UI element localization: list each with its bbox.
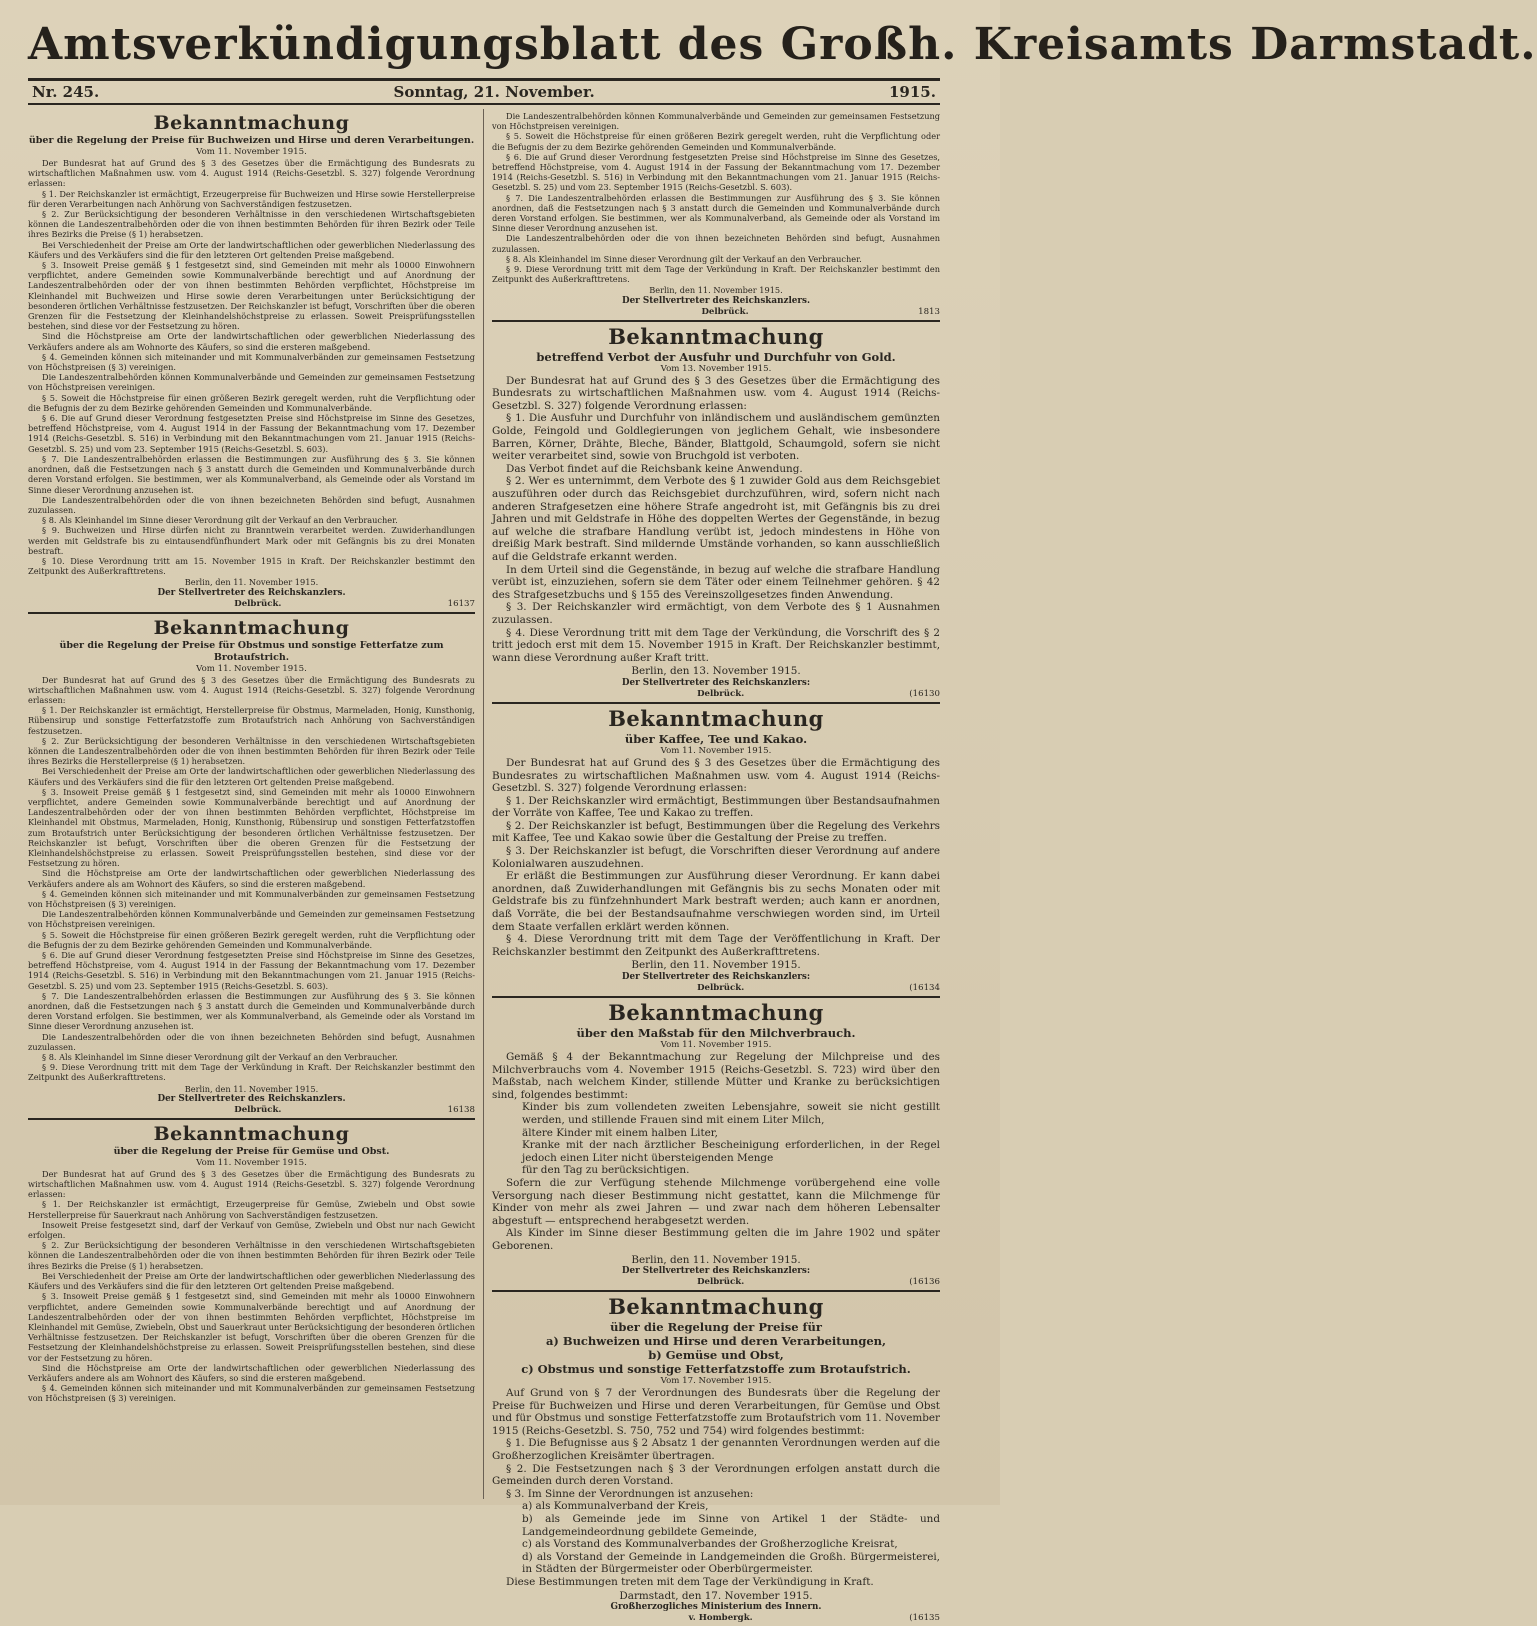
paragraph: § 9. Buchweizen und Hirse dürfen nicht zu Branntwein verarbeitet werden. Zuwiderhandlungen werden mit Geldstrafe bis zu eintausendfünfhundert Mark oder mit Gefängnis bis zu drei Monaten bestraft. [28, 525, 475, 556]
right-column [484, 109, 940, 1624]
paragraph: § 7. Die Landeszentralbehörden erlassen die Bestimmungen zur Ausführung des § 3. Sie können anordnen, daß die Festsetzungen nach § 3 anstatt durch die Gemeinden und Kommunalverbände durch deren Vorstand erfolgen. Sie bestimmen, wer als Kommunalverband, als Gemeinde oder als Vorstand im Sinne dieser Verordnung anzusehen ist. [28, 453, 475, 495]
paragraph: Der Bundesrat hat auf Grund des § 3 des Gesetzes über die Ermächtigung des Bundesrats zu wirtschaftlichen Maßnahmen usw. vom 4. August 1914 (Reichs-Gesetzbl. S. 327) folgende Verordnung erlassen: [28, 158, 475, 189]
columns [28, 109, 940, 1624]
paragraph: § 8. Als Kleinhandel im Sinne dieser Verordnung gilt der Verkauf an den Verbraucher. [42, 1052, 398, 1063]
paragraph: § 3. Der Reichskanzler wird ermächtigt, von dem Verbote des § 1 Ausnahmen zuzulassen. [492, 601, 940, 626]
notice-subtitle: über den Maßstab für den Milchverbrauch. [576, 1026, 856, 1040]
paragraph: Er erläßt die Bestimmungen zur Ausführung dieser Verordnung. Er kann dabei anordnen, daß Zuwiderhandlungen mit Gefängnis bis zu sechs Monaten oder mit Geldstrafe bis zu fünfzehnhundert Mark bestraft werden; auch kann er anordnen, daß Vorräte, die bei der Bestandsaufnahme verschwiegen worden sind, im Urteil dem Staate verfallen erklärt werden können. [492, 870, 940, 933]
paragraph: § 1. Der Reichskanzler ist ermächtigt, Herstellerpreise für Obstmus, Marmeladen, Honig, Kunsthonig, Rübensirup und sonstige Fetterfatzstoffe zum Brotaufstrich nach Anhörung von Sachverständigen festzusetzen. [28, 705, 475, 736]
list-item: ältere Kinder mit einem halben Liter, [522, 1126, 718, 1139]
notice-number: 1813 [918, 306, 940, 317]
notice-subtitle: über die Regelung der Preise für Obstmus und sonstige Fetterfatze zum Brotaufstrich. [59, 639, 444, 663]
place-date: Berlin, den 11. November 1915. [184, 1083, 319, 1094]
paragraph: Sind die Höchstpreise am Orte der landwirtschaftlichen oder gewerblichen Niederlassung des Verkäufers andere als am Wohnort des Käufers, so sind die ersteren maßgebend. [28, 1362, 475, 1383]
notice-subtitle: über die Regelung der Preise für Gemüse und Obst. [113, 1145, 390, 1157]
paragraph: § 3. Insoweit Preise gemäß § 1 festgesetzt sind, sind Gemeinden mit mehr als 10000 Einwohnern verpflichtet, andere Gemeinden sowie Kommunalverbände berechtigt und auf Anordnung der Landeszentralbehörden oder der von ihnen bestimmten Behörden verpflichtet, Höchstpreise im Kleinhandel mit Buchweizen und Hirse sowie deren Verarbeitungen unter Berücksichtigung der besonderen örtlichen Verhältnisse festzusetzen. Der Reichskanzler ist befugt, Vorschriften über die oberen Grenzen für die Festsetzung der Kleinhandelshöchstpreise zu erlassen. Soweit Preisprüfungsstellen bestehen, sind diese vor der Festsetzung zu hören. [28, 260, 475, 332]
paragraph: § 4. Diese Verordnung tritt mit dem Tage der Veröffentlichung in Kraft. Der Reichskanzler bestimmt den Zeitpunkt des Außerkrafttretens. [492, 933, 940, 958]
notice-number: 16137 [447, 598, 475, 609]
signature-line [492, 307, 940, 322]
notice-subtitle: a) Buchweizen und Hirse und deren Verarbeitungen, [545, 1334, 887, 1349]
notice-number: (16136 [909, 1277, 940, 1288]
signer: Der Stellvertreter des Reichskanzlers: [621, 1266, 811, 1277]
paragraph: § 6. Die auf Grund dieser Verordnung festgesetzten Preise sind Höchstpreise im Sinne des Gesetzes, betreffend Höchstpreise, vom 4. August 1914 in der Fassung der Bekanntmachung vom 17. Dezember 1914 (Reichs-Gesetzbl. S. 516) in Verbindung mit den Bekanntmachungen vom 21. Januar 1915 (Reichs-Gesetzbl. S. 25) und vom 23. September 1915 (Reichs-Gesetzbl. S. 603). [28, 413, 475, 454]
notice-title: Bekanntmachung [608, 323, 824, 349]
paragraph: Auf Grund von § 7 der Verordnungen des Bundesrats über die Regelung der Preise für Buchweizen und Hirse und deren Verarbeitungen, für Gemüse und Obst und für Obstmus und sonstige Fetterfatzstoffe zum Brotaufstrich vom 11. November 1915 (Reichs-Gesetzbl. S. 750, 752 und 754) wird folgendes bestimmt: [492, 1387, 940, 1437]
notice-date: Vom 11. November 1915. [196, 1157, 307, 1168]
paragraph: § 1. Der Reichskanzler ist ermächtigt, Erzeugerpreise für Gemüse, Zwiebeln und Obst sowie Herstellerpreise für Sauerkraut nach Anhörung von Sachverständigen festzusetzen. [28, 1199, 475, 1220]
signer: Großherzogliches Ministerium des Innern. [610, 1602, 822, 1613]
paragraph: § 1. Die Ausfuhr und Durchfuhr von inländischem und ausländischem gemünzten Golde, Feingold und Goldlegierungen von jeglichem Gehalt, wie insbesondere Barren, Körner, Drähte, Bleche, Bänder, Blattgold, Schaumgold, sofern sie nicht weiter verarbeitet sind, sowie von Bruchgold ist verboten. [492, 412, 940, 463]
notice-title: Bekanntmachung [153, 616, 350, 639]
list-item: d) als Vorstand der Gemeinde in Landgemeinden die Großh. Bürgermeisterei, in Städten der Bürgermeister oder Oberbürgermeister. [522, 1550, 940, 1576]
paragraph: Sind die Höchstpreise am Orte der landwirtschaftlichen oder gewerblichen Niederlassung des Verkäufers andere als am Wohnort des Käufers, so sind die ersteren maßgebend. [28, 868, 475, 889]
notice-title: Bekanntmachung [153, 1122, 350, 1145]
notice-date: Vom 13. November 1915. [660, 363, 772, 374]
signer: Der Stellvertreter des Reichskanzlers. [157, 587, 346, 598]
list-item: Kranke mit der nach ärztlicher Bescheinigung erforderlichen, in der Regel jedoch einen Liter nicht übersteigenden Menge [522, 1139, 940, 1164]
paragraph: § 5. Soweit die Höchstpreise für einen größeren Bezirk geregelt werden, ruht die Verpflichtung oder die Befugnis der zu dem Bezirke gehörenden Gemeinden und Kommunalverbände. [28, 392, 475, 413]
paragraph: Der Bundesrat hat auf Grund des § 3 des Gesetzes über die Ermächtigung des Bundesrats zu wirtschaftlichen Maßnahmen usw. vom 4. August 1914 (Reichs-Gesetzbl. S. 327) folgende Verordnung erlassen: [492, 374, 940, 412]
signer-name: Delbrück. [697, 688, 745, 699]
signature-line [492, 689, 940, 704]
paragraph: Bei Verschiedenheit der Preise am Orte der landwirtschaftlichen oder gewerblichen Niederlassung des Käufers und des Verkäufers sind die für den letzteren Ort geltenden Preise maßgebend. [28, 239, 475, 260]
paragraph: § 5. Soweit die Höchstpreise für einen größeren Bezirk geregelt werden, ruht die Verpflichtung oder die Befugnis der zu dem Bezirke gehörenden Gemeinden und Kommunalverbände. [28, 929, 475, 950]
paragraph: § 6. Die auf Grund dieser Verordnung festgesetzten Preise sind Höchstpreise im Sinne des Gesetzes, betreffend Höchstpreise, vom 4. August 1914 in der Fassung der Bekanntmachung vom 17. Dezember 1914 (Reichs-Gesetzbl. S. 516) in Verbindung mit den Bekanntmachungen vom 21. Januar 1915 (Reichs-Gesetzbl. S. 25) und vom 23. September 1915 (Reichs-Gesetzbl. S. 603). [492, 151, 940, 193]
signature-line [28, 1105, 475, 1120]
signer-name: Delbrück. [697, 983, 745, 993]
paragraph: Als Kinder im Sinne dieser Bestimmung gelten die im Jahre 1902 und später Geborenen. [492, 1227, 940, 1252]
notice-number: 16138 [447, 1104, 475, 1115]
paragraph: § 3. Im Sinne der Verordnungen ist anzusehen: [506, 1487, 754, 1500]
notice-milch [492, 1001, 940, 1292]
place-date: Berlin, den 11. November 1915. [184, 577, 319, 588]
notice-gold [492, 325, 940, 704]
paragraph: § 3. Der Reichskanzler ist befugt, die Vorschriften dieser Verordnung auf andere Kolonialwaren auszudehnen. [492, 845, 940, 870]
notice-subtitle: über Kaffee, Tee und Kakao. [624, 731, 808, 746]
notice-date: Vom 11. November 1915. [196, 147, 307, 157]
notice-obstmus [28, 617, 475, 1120]
paragraph: § 7. Die Landeszentralbehörden erlassen die Bestimmungen zur Ausführung des § 3. Sie können anordnen, daß die Festsetzungen nach § 3 anstatt durch die Gemeinden und Kommunalverbände durch deren Vorstand erfolgen. Sie bestimmen, wer als Kommunalverband, als Gemeinde oder als Vorstand im Sinne dieser Verordnung anzusehen ist. [28, 990, 475, 1032]
paragraph: § 4. Gemeinden können sich miteinander und mit Kommunalverbänden zur gemeinsamen Festsetzung von Höchstpreisen (§ 3) vereinigen. [28, 888, 475, 909]
list-item: für den Tag zu berücksichtigen. [522, 1164, 690, 1177]
paragraph: § 2. Die Festsetzungen nach § 3 der Verordnungen erfolgen anstatt durch die Gemeinden durch deren Vorstand. [492, 1462, 940, 1488]
list-item: Kinder bis zum vollendeten zweiten Lebensjahre, soweit sie nicht gestillt werden, und stillende Frauen sind mit einem Liter Milch, [522, 1101, 940, 1126]
paragraph: § 2. Wer es unternimmt, dem Verbote des § 1 zuwider Gold aus dem Reichsgebiet auszuführen oder durch das Reichsgebiet durchzuführen, wird, sofern nicht nach anderen Strafgesetzen eine höhere Strafe angedroht ist, mit Gefängnis bis zu drei Jahren und mit Geldstrafe in Höhe des doppelten Wertes der Gegenstände, in bezug auf welche die strafbare Handlung verübt ist, jedoch mindestens in Höhe von dreißig Mark bestraft. Sind mildernde Umstände vorhanden, so kann ausschließlich auf die Geldstrafe erkannt werden. [492, 475, 940, 563]
paragraph: § 6. Die auf Grund dieser Verordnung festgesetzten Preise sind Höchstpreise im Sinne des Gesetzes, betreffend Höchstpreise, vom 4. August 1914 in der Fassung der Bekanntmachung vom 17. Dezember 1914 (Reichs-Gesetzbl. S. 516) in Verbindung mit den Bekanntmachungen vom 21. Januar 1915 (Reichs-Gesetzbl. S. 25) und vom 23. September 1915 (Reichs-Gesetzbl. S. 603). [28, 950, 475, 991]
notice-gemuese [28, 1123, 475, 1404]
paragraph: Bei Verschiedenheit der Preise am Orte der landwirtschaftlichen oder gewerblichen Niederlassung des Käufers und des Verkäufers sind die für den letzteren Ort geltenden Preise maßgebend. [28, 1270, 475, 1292]
notice-subtitle: betreffend Verbot der Ausfuhr und Durchfuhr von Gold. [536, 349, 896, 364]
paragraph: § 9. Diese Verordnung tritt mit dem Tage der Verkündung in Kraft. Der Reichskanzler bestimmt den Zeitpunkt des Außerkrafttretens. [28, 1062, 475, 1083]
place-date: Darmstadt, den 17. November 1915. [619, 1589, 813, 1602]
paragraph: Der Bundesrat hat auf Grund des § 3 des Gesetzes über die Ermächtigung des Bundesrats zu wirtschaftlichen Maßnahmen usw. vom 4. August 1914 (Reichs-Gesetzbl. S. 327) folgende Verordnung erlassen: [28, 674, 475, 705]
paragraph: § 2. Zur Berücksichtigung der besonderen Verhältnisse in den verschiedenen Wirtschaftsgebieten können die Landeszentralbehörden oder die von ihnen bestimmten Behörden für ihren Bezirk oder Teile ihres Bezirks die Preise (§ 1) herabsetzen. [28, 209, 475, 240]
signer: Der Stellvertreter des Reichskanzlers. [157, 1093, 346, 1104]
notice-title: Bekanntmachung [608, 1294, 824, 1320]
paragraph: Bei Verschiedenheit der Preise am Orte der landwirtschaftlichen oder gewerblichen Niederlassung des Käufers und des Verkäufers sind die für den letzteren Ort geltenden Preise maßgebend. [28, 766, 475, 787]
paragraph: § 4. Gemeinden können sich miteinander und mit Kommunalverbänden zur gemeinsamen Festsetzung von Höchstpreisen (§ 3) vereinigen. [28, 351, 475, 373]
paragraph: Sind die Höchstpreise am Orte der landwirtschaftlichen oder gewerblichen Niederlassung des Verkäufers andere als am Wohnorte des Käufers, so sind die ersteren maßgebend. [28, 331, 475, 352]
notice-subtitle: über die Regelung der Preise für Buchweizen und Hirse und deren Verarbeitungen. [28, 135, 475, 146]
paragraph: § 7. Die Landeszentralbehörden erlassen die Bestimmungen zur Ausführung des § 3. Sie können anordnen, daß die Festsetzungen nach § 3 anstatt durch die Gemeinden und Kommunalverbände durch deren Vorstand erfolgen. Sie bestimmen, wer als Kommunalverband, als Gemeinde oder als Vorstand im Sinne dieser Verordnung anzusehen ist. [492, 192, 940, 234]
signer-name: Delbrück. [701, 306, 749, 317]
signer: Der Stellvertreter des Reichskanzlers: [621, 677, 811, 688]
paragraph: § 8. Als Kleinhandel im Sinne dieser Verordnung gilt der Verkauf an den Verbraucher. [42, 515, 398, 526]
paragraph: § 1. Der Reichskanzler ist ermächtigt, Erzeugerpreise für Buchweizen und Hirse sowie Herstellerpreise für deren Verarbeitungen nach Anhörung von Sachverständigen festzusetzen. [28, 188, 475, 209]
place-date: Berlin, den 11. November 1915. [649, 285, 783, 296]
paragraph: Sofern die zur Verfügung stehende Milchmenge vorübergehend eine volle Versorgung nach dieser Bestimmung nicht gestattet, kann die Milchmenge für Kinder von mehr als zwei Jahren — und zwar nach dem höheren Lebensalter abgestuft — entsprechend herabgesetzt werden. [492, 1176, 940, 1227]
paragraph: § 5. Soweit die Höchstpreise für einen größeren Bezirk geregelt werden, ruht die Verpflichtung oder die Befugnis der zu dem Bezirke gehörenden Gemeinden und Kommunalverbände. [492, 131, 940, 152]
paragraph: In dem Urteil sind die Gegenstände, in bezug auf welche die strafbare Handlung verübt ist, einzuziehen, sofern sie dem Täter oder einem Teilnehmer gehören. § 42 des Strafgesetzbuchs und § 155 des Vereinszollgesetzes finden Anwendung. [492, 563, 940, 601]
signer-name: Delbrück. [234, 1104, 282, 1115]
issue-line [28, 78, 940, 105]
notice-title: Bekanntmachung [153, 112, 350, 134]
notice-subtitle: b) Gemüse und Obst, [648, 1348, 784, 1363]
signer-name: Delbrück. [697, 1277, 745, 1288]
notice-date: Vom 11. November 1915. [660, 1040, 772, 1050]
place-date: Berlin, den 11. November 1915. [631, 959, 801, 972]
signer: Der Stellvertreter des Reichskanzlers: [621, 972, 811, 982]
paragraph: Die Landeszentralbehörden oder die von ihnen bezeichneten Behörden sind befugt, Ausnahmen zuzulassen. [28, 1031, 475, 1052]
paragraph: Gemäß § 4 der Bekanntmachung zur Regelung der Milchpreise und des Milchverbrauchs vom 4. November 1915 (Reichs-Gesetzbl. S. 723) wird über den Maßstab, nach welchem Kinder, stillende Mütter und Kranke zu berücksichtigen sind, folgendes bestimmt: [492, 1051, 940, 1101]
paragraph: Die Landeszentralbehörden können Kommunalverbände und Gemeinden zur gemeinsamen Festsetzung von Höchstpreisen vereinigen. [28, 372, 475, 393]
paragraph: Der Bundesrat hat auf Grund des § 3 des Gesetzes über die Ermächtigung des Bundesrates zu wirtschaftlichen Maßnahmen usw. vom 4. August 1914 (Reichs-Gesetzbl. S. 327) folgende Verordnung erlassen: [492, 756, 940, 795]
signature-line [28, 599, 475, 614]
paragraph: Die Landeszentralbehörden oder die von ihnen bezeichneten Behörden sind befugt, Ausnahmen zuzulassen. [28, 494, 475, 515]
place-date: Berlin, den 11. November 1915. [631, 1253, 801, 1266]
paragraph: § 3. Insoweit Preise gemäß § 1 festgesetzt sind, sind Gemeinden mit mehr als 10000 Einwohnern verpflichtet, andere Gemeinden sowie Kommunalverbände berechtigt und auf Anordnung der Landeszentralbehörden oder der von ihnen bestimmten Behörden verpflichtet, Höchstpreise im Kleinhandel mit Obstmus, Marmeladen, Honig, Kunsthonig, Rübensirup und sonstigen Fetterfatzstoffen zum Brotaufstrich unter Berücksichtigung der besonderen örtlichen Verhältnisse festzusetzen. Der Reichskanzler ist befugt, Vorschriften über die oberen Grenzen für die Festsetzung der Kleinhandelshöchstpreise zu erlassen. Soweit Preisprüfungsstellen bestehen, sind diese vor der Festsetzung zu hören. [28, 786, 475, 869]
paragraph: § 4. Gemeinden können sich miteinander und mit Kommunalverbänden zur gemeinsamen Festsetzung von Höchstpreisen (§ 3) vereinigen. [28, 1383, 475, 1404]
paragraph: § 1. Die Befugnisse aus § 2 Absatz 1 der genannten Verordnungen werden auf die Großherzoglichen Kreisämter übertragen. [492, 1437, 940, 1463]
notice-buchweizen [28, 112, 475, 614]
notice-date: Vom 17. November 1915. [660, 1376, 772, 1387]
signer: Der Stellvertreter des Reichskanzlers. [621, 295, 811, 306]
paragraph: § 10. Diese Verordnung tritt am 15. November 1915 in Kraft. Der Reichskanzler bestimmt den Zeitpunkt des Außerkrafttretens. [28, 555, 475, 577]
notice-date: Vom 11. November 1915. [660, 745, 772, 756]
issue-number: Nr. 245. [32, 83, 100, 101]
paragraph: § 1. Der Reichskanzler wird ermächtigt, Bestimmungen über Bestandsaufnahmen der Vorräte von Kaffee, Tee und Kakao zu treffen. [492, 794, 940, 820]
notice-gemuese-continued [492, 109, 940, 322]
notice-darmstadt [492, 1295, 940, 1626]
place-date: Berlin, den 13. November 1915. [631, 665, 801, 678]
signer-name: Delbrück. [234, 598, 282, 609]
notice-subtitle: über die Regelung der Preise für [610, 1320, 822, 1335]
issue-date: Sonntag, 21. November. [393, 83, 595, 101]
paragraph: Die Landeszentralbehörden können Kommunalverbände und Gemeinden zur gemeinsamen Festsetzung von Höchstpreisen vereinigen. [492, 111, 940, 132]
paragraph: Die Landeszentralbehörden oder die von ihnen bezeichneten Behörden sind befugt, Ausnahmen zuzulassen. [492, 233, 940, 254]
paragraph: § 8. Als Kleinhandel im Sinne dieser Verordnung gilt der Verkauf an den Verbraucher. [506, 253, 862, 264]
signature-line [492, 1277, 940, 1292]
notice-title: Bekanntmachung [608, 1000, 824, 1025]
paragraph: Diese Bestimmungen treten mit dem Tage der Verkündigung in Kraft. [506, 1576, 874, 1588]
paragraph: § 2. Zur Berücksichtigung der besonderen Verhältnisse in den verschiedenen Wirtschaftsgebieten können die Landeszentralbehörden oder die von ihnen bestimmten Behörden für ihren Bezirk oder Teile ihres Bezirks die Preise (§ 1) herabsetzen. [28, 1240, 475, 1271]
paragraph: § 9. Diese Verordnung tritt mit dem Tage der Verkündung in Kraft. Der Reichskanzler bestimmt den Zeitpunkt des Außerkrafttretens. [492, 264, 940, 285]
paragraph: § 2. Zur Berücksichtigung der besonderen Verhältnisse in den verschiedenen Wirtschaftsgebieten können die Landeszentralbehörden oder die von ihnen bestimmten Behörden für ihren Bezirk oder Teile ihres Bezirks die Herstellerpreise (§ 1) herabsetzen. [28, 735, 475, 767]
notice-number: (16135 [909, 1613, 940, 1624]
list-item: b) als Gemeinde jede im Sinne von Artikel 1 der Städte- und Landgemeindeordnung gebildete Gemeinde, [522, 1513, 940, 1538]
notice-date: Vom 11. November 1915. [196, 663, 307, 674]
masthead: Amtsverkündigungsblatt des Großh. Kreisamts Darmstadt. [28, 19, 1537, 70]
notice-title: Bekanntmachung [608, 705, 824, 731]
notice-subtitle: c) Obstmus und sonstige Fetterfatzstoffe zum Brotaufstrich. [521, 1362, 911, 1377]
list-item: a) als Kommunalverband der Kreis, [522, 1500, 709, 1513]
paragraph: § 4. Diese Verordnung tritt mit dem Tage der Verkündung, die Vorschrift des § 2 tritt jedoch erst mit dem 15. November 1915 in Kraft. Der Reichskanzler bestimmt, wann diese Verordnung außer Kraft tritt. [492, 626, 940, 664]
paragraph: Die Landeszentralbehörden können Kommunalverbände und Gemeinden zur gemeinsamen Festsetzung von Höchstpreisen vereinigen. [28, 909, 475, 930]
issue-year: 1915. [889, 83, 936, 101]
signature-line [492, 983, 940, 998]
paragraph: Insoweit Preise festgesetzt sind, darf der Verkauf von Gemüse, Zwiebeln und Obst nur nach Gewicht erfolgen. [28, 1219, 475, 1241]
left-column [28, 109, 484, 1499]
paragraph: Das Verbot findet auf die Reichsbank keine Anwendung. [506, 462, 803, 475]
notice-number: (16130 [909, 688, 940, 699]
list-item: c) als Vorstand des Kommunalverbandes der Großherzogliche Kreisrat, [522, 1538, 898, 1551]
signer-name: v. Hombergk. [688, 1613, 753, 1624]
signature-line [492, 1613, 940, 1626]
paragraph: § 2. Der Reichskanzler ist befugt, Bestimmungen über die Regelung des Verkehrs mit Kaffee, Tee und Kakao sowie über die Gestaltung der Preise zu treffen. [492, 819, 940, 845]
paragraph: § 3. Insoweit Preise gemäß § 1 festgesetzt sind, sind Gemeinden mit mehr als 10000 Einwohnern verpflichtet, andere Gemeinden sowie Kommunalverbände berechtigt und auf Anordnung der Landeszentralbehörden oder der von ihnen bestimmten Behörden verpflichtet, Höchstpreise im Kleinhandel mit Gemüse, Zwiebeln, Obst und Sauerkraut unter Berücksichtigung der besonderen örtlichen Verhältnisse festzusetzen. Der Reichskanzler ist befugt, Vorschriften über die oberen Grenzen für die Festsetzung der Kleinhandelshöchstpreise zu erlassen. Soweit Preisprüfungsstellen bestehen, sind diese vor der Festsetzung zu hören. [28, 1291, 475, 1363]
notice-number: (16134 [909, 983, 940, 993]
paragraph: Der Bundesrat hat auf Grund des § 3 des Gesetzes über die Ermächtigung des Bundesrats zu wirtschaftlichen Maßnahmen usw. vom 4. August 1914 (Reichs-Gesetzbl. S. 327) folgende Verordnung erlassen: [28, 1168, 475, 1200]
notice-kaffee [492, 707, 940, 998]
